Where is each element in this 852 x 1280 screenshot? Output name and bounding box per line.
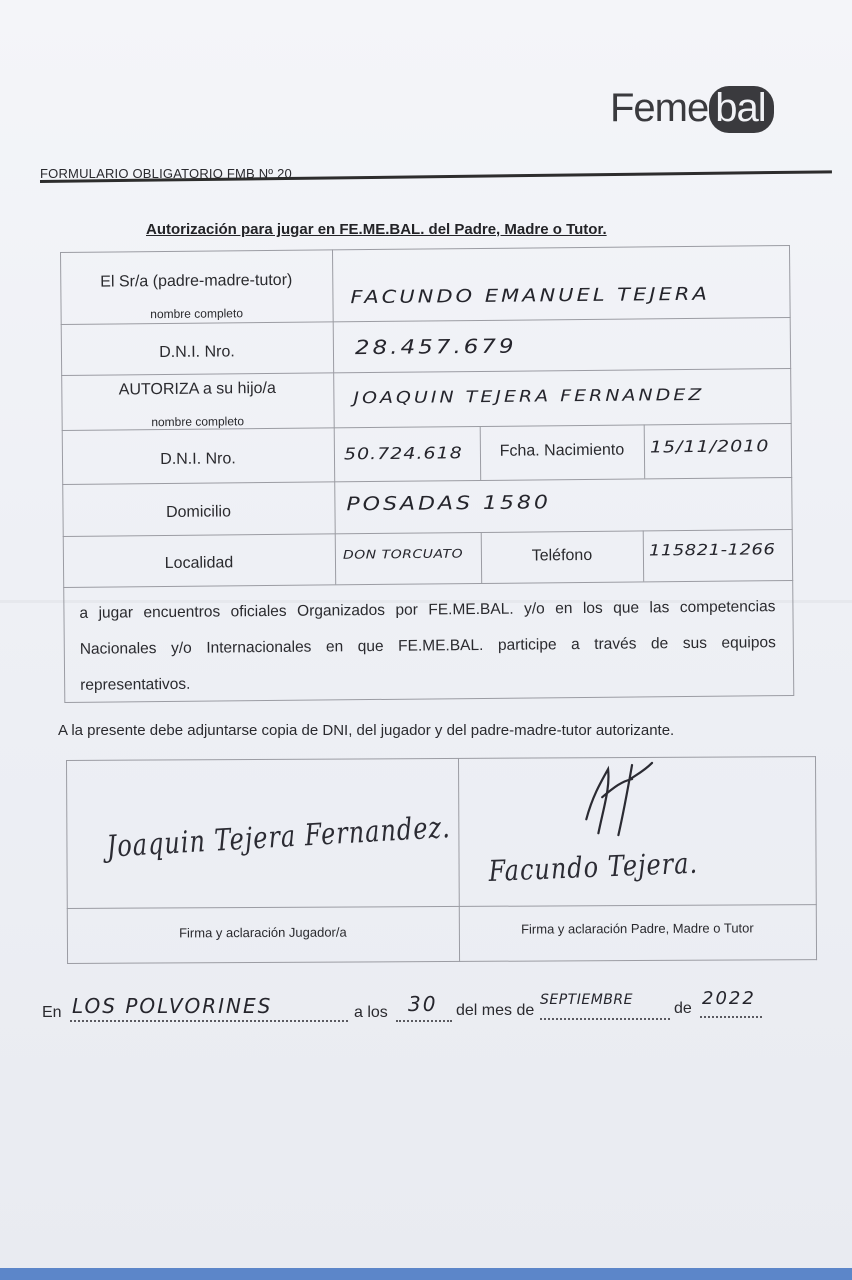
femebal-logo bbox=[610, 86, 774, 133]
child-dni-label: D.N.I. Nro. bbox=[160, 450, 236, 469]
grid-line bbox=[63, 529, 793, 537]
form-title: Autorización para jugar en FE.ME.BAL. del Padre, Madre o Tutor. bbox=[146, 221, 607, 238]
phone-value: 115821-1266 bbox=[648, 540, 776, 560]
grid-line bbox=[60, 245, 790, 253]
parent-sublabel: nombre completo bbox=[150, 306, 244, 322]
address-value: POSADAS 1580 bbox=[346, 492, 552, 516]
year-dotted-line bbox=[700, 1016, 762, 1018]
grid-line bbox=[789, 245, 794, 695]
grid-line bbox=[67, 959, 817, 964]
day-value: 30 bbox=[408, 992, 438, 1016]
signature-grid bbox=[66, 756, 817, 964]
grid-line bbox=[66, 756, 816, 761]
parent-signature-label: Firma y aclaración Padre, Madre o Tutor bbox=[521, 920, 754, 937]
background-strip bbox=[0, 1268, 852, 1280]
phone-label: Teléfono bbox=[531, 546, 593, 565]
attachment-note: A la presente debe adjuntarse copia de DNI, del jugador y del padre-madre-tutor autorizante. bbox=[58, 722, 675, 739]
en-label: En bbox=[42, 1004, 62, 1021]
grid-line bbox=[62, 477, 792, 485]
signature-scribble bbox=[574, 757, 654, 841]
day-dotted-line bbox=[396, 1020, 452, 1022]
grid-line bbox=[61, 368, 791, 376]
form-code: FORMULARIO OBLIGATORIO FMB Nº 20 bbox=[40, 166, 292, 181]
child-sublabel: nombre completo bbox=[151, 414, 245, 430]
address-label: Domicilio bbox=[165, 503, 232, 521]
child-dni-value: 50.724.618 bbox=[343, 443, 463, 464]
de-label: de bbox=[674, 1000, 692, 1017]
grid-line bbox=[63, 580, 793, 588]
del-mes-label: del mes de bbox=[456, 1002, 535, 1019]
grid-line bbox=[67, 904, 817, 909]
parent-dni-value: 28.457.679 bbox=[354, 335, 517, 360]
authorization-form-grid bbox=[60, 245, 794, 702]
birth-date-value: 15/11/2010 bbox=[649, 436, 770, 457]
month-dotted-line bbox=[540, 1018, 670, 1020]
logo-text: Feme bbox=[610, 86, 709, 130]
locality-label: Localidad bbox=[164, 554, 234, 573]
birth-date-label: Fcha. Nacimiento bbox=[499, 441, 625, 460]
child-name-value: JOAQUIN TEJERA FERNANDEZ bbox=[353, 385, 705, 408]
authorization-text: a jugar encuentros oficiales Organizados por FE.ME.BAL. y/o en los que las competencias Nacionales y/o Internacionales en que FE.ME.BAL. participe a través de sus equipos representativos. bbox=[79, 598, 776, 694]
parent-name-value: FACUNDO EMANUEL TEJERA bbox=[350, 283, 710, 308]
player-signature-label: Firma y aclaración Jugador/a bbox=[179, 924, 347, 941]
player-signature: Joaquin Tejera Fernandez. bbox=[105, 809, 452, 865]
month-value: SEPTIEMBRE bbox=[540, 992, 633, 1008]
place-date-line bbox=[42, 990, 822, 1030]
place-value: LOS POLVORINES bbox=[72, 994, 273, 1018]
parent-label: El Sr/a (padre-madre-tutor) bbox=[100, 271, 293, 291]
year-value: 2022 bbox=[702, 988, 756, 1009]
logo-badge: bal bbox=[709, 86, 773, 133]
child-label: AUTORIZA a su hijo/a bbox=[118, 379, 276, 399]
place-dotted-line bbox=[70, 1020, 348, 1022]
parent-dni-label: D.N.I. Nro. bbox=[159, 343, 235, 362]
a-los-label: a los bbox=[354, 1004, 388, 1021]
locality-value: DON TORCUATO bbox=[342, 547, 464, 563]
parent-signature: Facundo Tejera. bbox=[487, 846, 699, 889]
